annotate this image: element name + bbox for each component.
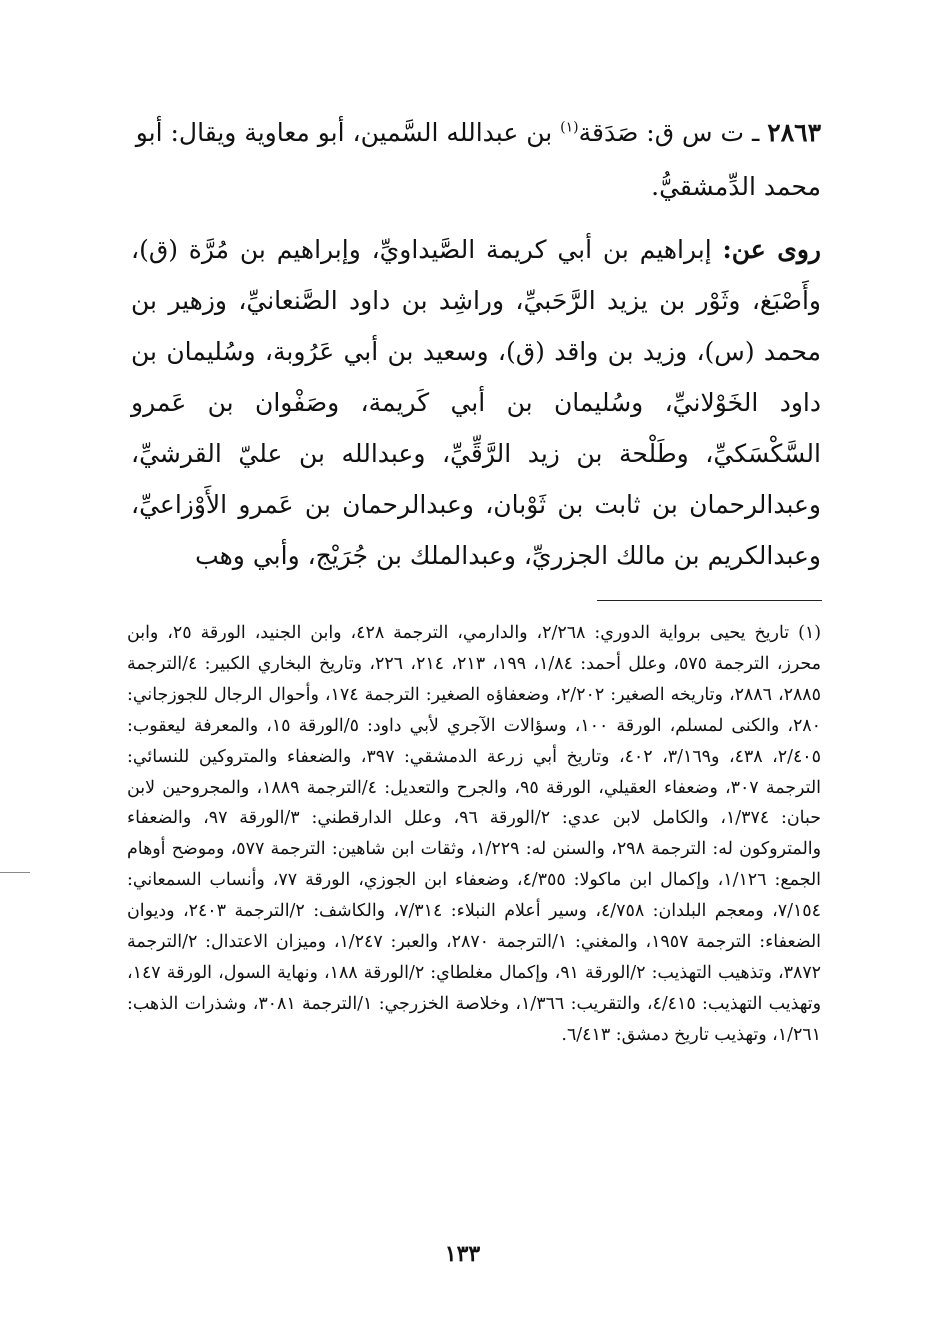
- footnote-reference: (١): [560, 119, 579, 136]
- margin-mark: [0, 872, 30, 873]
- page-number: ١٣٣: [444, 1241, 481, 1267]
- narrators-lead: روى عن:: [722, 235, 821, 264]
- footnote-separator: [597, 600, 822, 601]
- footnote: [127, 618, 821, 1051]
- entry-heading-block: [131, 106, 821, 214]
- footnote-text: تاريخ يحيى برواية الدوري: ٢/٢٦٨، والدارمي، الترجمة ٤٢٨، وابن الجنيد، الورقة ٢٥، وابن محرز، الترجمة ٥٧٥، وعلل أحمد: ١/٨٤، ١٩٩، ٢١٣، ٢١٤، ٢٢٦، وتاريخ البخاري الكبير: ٤/الترجمة ٢٨٨٥، ٢٨٨٦، وتاريخه الصغير: ٢/٢٠٢، وضعفاؤه الصغير: الترجمة ١٧٤، وأحوال الرجال للجوزجاني: ٢٨٠، والكنى لمسلم، الورقة ١٠٠، وسؤالات الآجري لأبي داود: ٥/الورقة ١٥، والمعرفة ليعقوب: ٢/٤٠٥، ٤٣٨، و٣/١٦٩، ٤٠٢، وتاريخ أبي زرعة الدمشقي: ٣٩٧، والضعفاء والمتروكين للنسائي: الترجمة ٣٠٧، وضعفاء العقيلي، الورقة ٩٥، والجرح والتعديل: ٤/الترجمة ١٨٨٩، والمجروحين لابن حبان: ١/٣٧٤، والكامل لابن عدي: ٢/الورقة ٩٦، وعلل الدارقطني: ٣/الورقة ٩٧، والضعفاء والمتروكون له: الترجمة ٢٩٨، والسنن له: ١/٢٢٩، وثقات ابن شاهين: الترجمة ٥٧٧، وموضح أوهام الجمع: ١/١٢٦، وإكمال ابن ماكولا: ٤/٣٥٥، وضعفاء ابن الجوزي، الورقة ٧٧، وأنساب السمعاني: ٧/١٥٤، ومعجم البلدان: ٤/٧٥٨، وسير أعلام النبلاء: ٧/٣١٤، والكاشف: ٢/الترجمة ٢٤٠٣، وديوان الضعفاء: الترجمة ١٩٥٧، والمغني: ١/الترجمة ٢٨٧٠، والعبر: ١/٢٤٧، وميزان الاعتدال: ٢/الترجمة ٣٨٧٢، وتذهيب التهذيب: ٢/الورقة ٩١، وإكمال مغلطاي: ٢/الورقة ١٨٨، ونهاية السول، الورقة ١٤٧، وتهذيب التهذيب: ٤/٤١٥، والتقريب: ١/٣٦٦، وخلاصة الخزرجي: ١/الترجمة ٣٠٨١، وشذرات الذهب: ١/٢٦١، وتهذيب تاريخ دمشق: ٦/٤١٣.: [127, 623, 822, 1045]
- footnote-marker: (١): [798, 623, 821, 643]
- narrators-text: إبراهيم بن أبي كريمة الصَّيداويِّ، وإبراهيم بن مُرَّة (ق)، وأَصْبَغ، وثَوْر بن يزيد الرَّحَبيِّ، وراشِد بن داود الصَّنعانيِّ، وزهير بن محمد (س)، وزيد بن واقد (ق)، وسعيد بن أبي عَرُوبة، وسُليمان بن داود الخَوْلانيِّ، وسُليمان بن أبي كَريمة، وصَفْوان بن عَمرو السَّكْسَكيِّ، وطَلْحة بن زيد الرَّقِّيِّ، وعبدالله بن عليّ القرشيِّ، وعبدالرحمان بن ثابت بن ثَوْبان، وعبدالرحمان بن عَمرو الأَوْزاعيِّ، وعبدالكريم بن مالك الجزريِّ، وعبدالملك بن جُرَيْج، وأبي وهب: [131, 235, 821, 570]
- entry-heading: [131, 106, 821, 214]
- entry-number: ٢٨٦٣: [767, 118, 821, 147]
- narrators-paragraph: [131, 224, 821, 581]
- entry-name-tail: بن عبدالله السَّمين، أبو معاوية ويقال: أبو محمد الدِّمشقيُّ.: [135, 118, 821, 201]
- entry-name: ـ ت س ق: صَدَقة: [578, 118, 760, 147]
